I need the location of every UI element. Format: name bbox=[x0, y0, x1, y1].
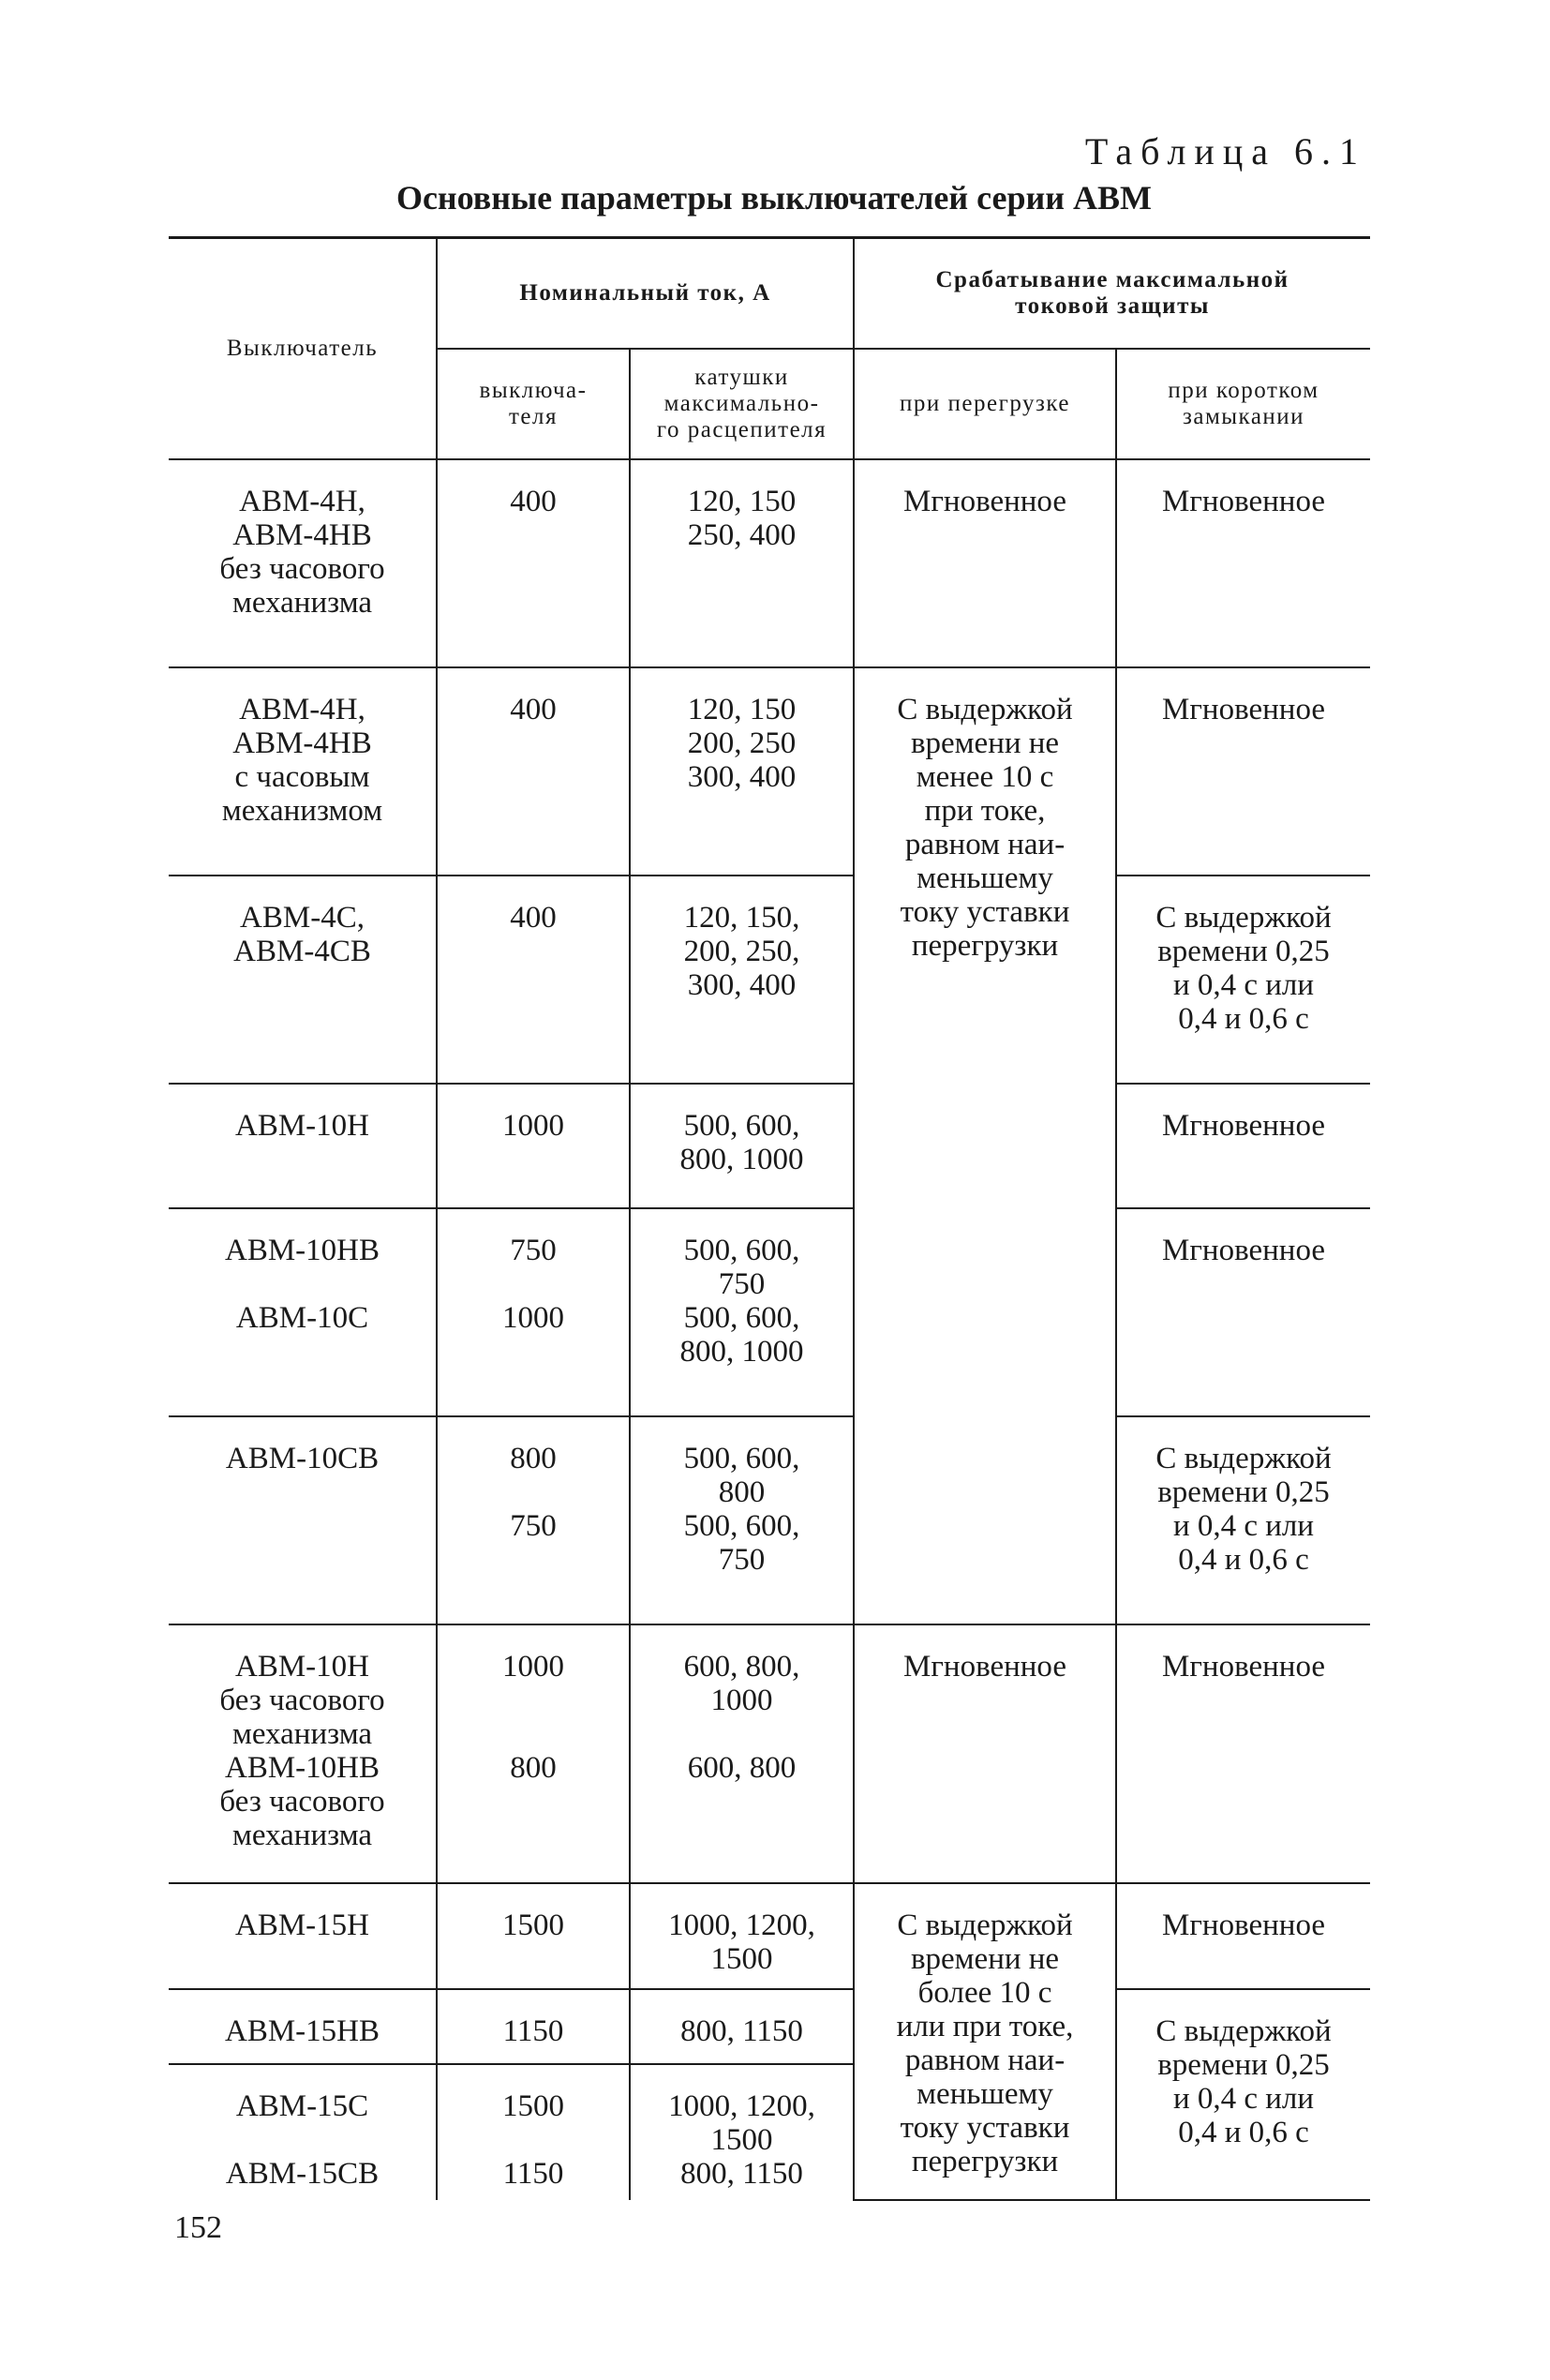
switch-parameters-table bbox=[169, 236, 1370, 2201]
short-circuit-cell: Мгновенное bbox=[1116, 1208, 1370, 1416]
table-row bbox=[169, 459, 1370, 667]
page-number: 152 bbox=[174, 2210, 222, 2245]
breaker-current-cell: 1000 800 bbox=[437, 1624, 630, 1883]
coil-current-cell: 800, 1150 bbox=[630, 1989, 854, 2064]
table-row bbox=[169, 1416, 1370, 1624]
breaker-current-cell: 1000 bbox=[437, 1084, 630, 1208]
breaker-current-cell: 400 bbox=[437, 876, 630, 1084]
breaker-current-cell: 800 750 bbox=[437, 1416, 630, 1624]
switch-type-cell: АВМ-10НВ АВМ-10С bbox=[169, 1208, 437, 1416]
switch-type-cell: АВМ-15С АВМ-15СВ bbox=[169, 2064, 437, 2200]
table-row bbox=[169, 1883, 1370, 1989]
header-coil-current: катушки максимально- го расцепителя bbox=[630, 349, 854, 459]
short-circuit-cell: Мгновенное bbox=[1116, 1624, 1370, 1883]
table-caption: Таблица 6.1 bbox=[1084, 130, 1366, 172]
short-circuit-cell: Мгновенное bbox=[1116, 667, 1370, 876]
coil-current-cell: 500, 600, 750 500, 600, 800, 1000 bbox=[630, 1208, 854, 1416]
short-circuit-cell: С выдержкой времени 0,25 и 0,4 с или 0,4 и 0,6 с bbox=[1116, 876, 1370, 1084]
coil-current-cell: 1000, 1200, 1500 bbox=[630, 1883, 854, 1989]
switch-type-cell: АВМ-10СВ bbox=[169, 1416, 437, 1624]
table-title: Основные параметры выключателей серии АВМ bbox=[395, 179, 1153, 217]
switch-type-cell: АВМ-10Н без часового механизма АВМ-10НВ без часового механизма bbox=[169, 1624, 437, 1883]
table-row bbox=[169, 667, 1370, 876]
table-row bbox=[169, 1989, 1370, 2064]
switch-type-cell: АВМ-4Н, АВМ-4НВ без часового механизма bbox=[169, 459, 437, 667]
table-row bbox=[169, 1208, 1370, 1416]
coil-current-cell: 600, 800, 1000 600, 800 bbox=[630, 1624, 854, 1883]
coil-current-cell: 1000, 1200, 1500 800, 1150 bbox=[630, 2064, 854, 2200]
overload-cell: С выдержкой времени не менее 10 с при токе, равном наи- меньшему току уставки перегрузки bbox=[854, 667, 1116, 1624]
breaker-current-cell: 750 1000 bbox=[437, 1208, 630, 1416]
short-circuit-cell: С выдержкой времени 0,25 и 0,4 с или 0,4 и 0,6 с bbox=[1116, 1989, 1370, 2200]
header-switch: Выключатель bbox=[169, 238, 437, 459]
short-circuit-cell: С выдержкой времени 0,25 и 0,4 с или 0,4 и 0,6 с bbox=[1116, 1416, 1370, 1624]
overload-cell: Мгновенное bbox=[854, 1624, 1116, 1883]
breaker-current-cell: 400 bbox=[437, 459, 630, 667]
table-row bbox=[169, 1624, 1370, 1883]
coil-current-cell: 120, 150 250, 400 bbox=[630, 459, 854, 667]
header-overload: при перегрузке bbox=[854, 349, 1116, 459]
short-circuit-cell: Мгновенное bbox=[1116, 1883, 1370, 1989]
switch-type-cell: АВМ-15НВ bbox=[169, 1989, 437, 2064]
header-breaker-current: выключа- теля bbox=[437, 349, 630, 459]
short-circuit-cell: Мгновенное bbox=[1116, 1084, 1370, 1208]
coil-current-cell: 500, 600, 800, 1000 bbox=[630, 1084, 854, 1208]
short-circuit-cell: Мгновенное bbox=[1116, 459, 1370, 667]
overload-cell: Мгновенное bbox=[854, 459, 1116, 667]
overload-cell: С выдержкой времени не более 10 с или при токе, равном наи- меньшему току уставки перегрузки bbox=[854, 1883, 1116, 2200]
coil-current-cell: 120, 150 200, 250 300, 400 bbox=[630, 667, 854, 876]
switch-type-cell: АВМ-10Н bbox=[169, 1084, 437, 1208]
breaker-current-cell: 1500 bbox=[437, 1883, 630, 1989]
breaker-current-cell: 1500 1150 bbox=[437, 2064, 630, 2200]
header-nominal-current: Номинальный ток, А bbox=[437, 238, 854, 349]
breaker-current-cell: 400 bbox=[437, 667, 630, 876]
table-row bbox=[169, 876, 1370, 1084]
table-row bbox=[169, 1084, 1370, 1208]
header-protection: Срабатывание максимальной токовой защиты bbox=[854, 238, 1370, 349]
coil-current-cell: 500, 600, 800 500, 600, 750 bbox=[630, 1416, 854, 1624]
header-short-circuit: при коротком замыкании bbox=[1116, 349, 1370, 459]
breaker-current-cell: 1150 bbox=[437, 1989, 630, 2064]
switch-type-cell: АВМ-15Н bbox=[169, 1883, 437, 1989]
switch-type-cell: АВМ-4С, АВМ-4СВ bbox=[169, 876, 437, 1084]
switch-type-cell: АВМ-4Н, АВМ-4НВ с часовым механизмом bbox=[169, 667, 437, 876]
header-row bbox=[169, 238, 1370, 349]
coil-current-cell: 120, 150, 200, 250, 300, 400 bbox=[630, 876, 854, 1084]
